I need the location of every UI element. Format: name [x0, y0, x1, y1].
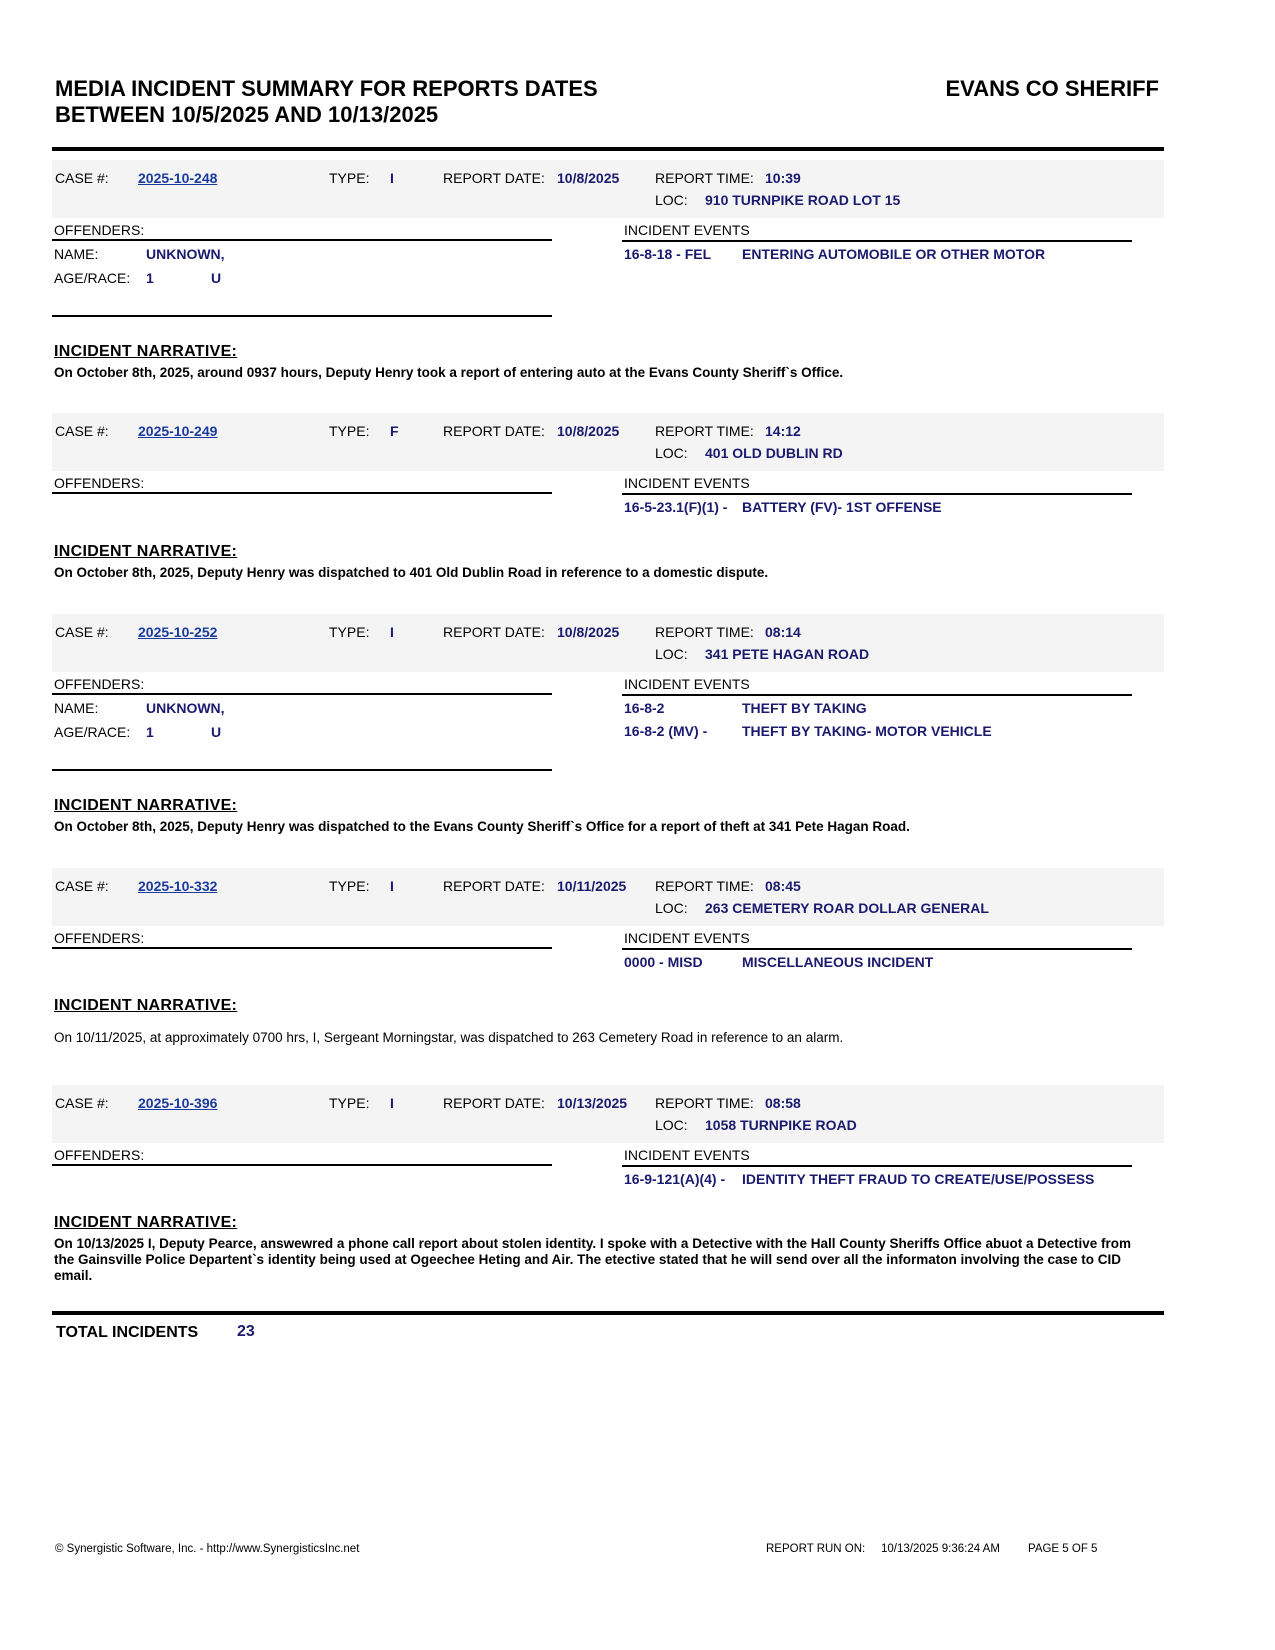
narrative-text: On October 8th, 2025, Deputy Henry was dispatched to the Evans County Sheriff`s Office for a report of theft at 341 Pete Hagan Road.: [54, 819, 910, 834]
event-description: IDENTITY THEFT FRAUD TO CREATE/USE/POSSESS: [742, 1171, 1095, 1187]
case-header-band: [52, 160, 1164, 218]
narrative-heading: INCIDENT NARRATIVE:: [54, 997, 238, 1014]
total-incidents-value: 23: [237, 1323, 255, 1340]
report-date-label: REPORT DATE:: [443, 624, 545, 640]
report-time-value: 08:58: [765, 1095, 801, 1111]
narrative-heading: INCIDENT NARRATIVE:: [54, 343, 238, 360]
case-number-label: CASE #:: [55, 1095, 109, 1111]
report-time-label: REPORT TIME:: [655, 1095, 754, 1111]
offenders-label: OFFENDERS:: [54, 1147, 145, 1163]
case-number-label: CASE #:: [55, 624, 109, 640]
narrative-text: On 10/11/2025, at approximately 0700 hrs, I, Sergeant Morningstar, was dispatched to 263 Cemetery Road in reference to an alarm.: [54, 1030, 844, 1045]
case-number-link[interactable]: 2025-10-252: [138, 624, 218, 640]
incident-events-underline: [622, 948, 1132, 950]
offender-race: U: [211, 724, 222, 740]
offender-race: U: [211, 270, 222, 286]
case-number-link[interactable]: 2025-10-248: [138, 170, 218, 186]
report-date-label: REPORT DATE:: [443, 423, 545, 439]
case-number-label: CASE #:: [55, 170, 109, 186]
event-description: BATTERY (FV)- 1ST OFFENSE: [742, 499, 942, 515]
incident-events-underline: [622, 240, 1132, 242]
loc-label: LOC:: [655, 192, 688, 208]
footer-run-on-label: REPORT RUN ON:: [766, 1543, 866, 1555]
type-value: I: [390, 170, 394, 186]
incident-events-label: INCIDENT EVENTS: [624, 930, 750, 946]
total-incidents-label: TOTAL INCIDENTS: [56, 1324, 199, 1341]
incident-events-label: INCIDENT EVENTS: [624, 475, 750, 491]
type-value: I: [390, 1095, 394, 1111]
report-title-line1: MEDIA INCIDENT SUMMARY FOR REPORTS DATES: [55, 76, 598, 101]
case-block: [52, 160, 1164, 380]
agency-name: EVANS CO SHERIFF: [945, 76, 1159, 101]
report-date-label: REPORT DATE:: [443, 170, 545, 186]
report-time-value: 08:45: [765, 878, 801, 894]
case-number-label: CASE #:: [55, 423, 109, 439]
narrative-heading: INCIDENT NARRATIVE:: [54, 1214, 238, 1231]
age-race-label: AGE/RACE:: [54, 724, 131, 740]
report-time-label: REPORT TIME:: [655, 624, 754, 640]
loc-value: 910 TURNPIKE ROAD LOT 15: [705, 192, 901, 208]
header-divider: [52, 147, 1164, 151]
report-time-value: 08:14: [765, 624, 801, 640]
event-code: 16-8-18 - FEL: [624, 246, 712, 262]
type-label: TYPE:: [329, 423, 370, 439]
type-label: TYPE:: [329, 1095, 370, 1111]
incident-events-label: INCIDENT EVENTS: [624, 676, 750, 692]
case-block: [52, 1085, 1164, 1305]
loc-value: 1058 TURNPIKE ROAD: [705, 1117, 857, 1133]
offenders-underline: [52, 1164, 552, 1166]
case-number-link[interactable]: 2025-10-332: [138, 878, 218, 894]
narrative-heading: INCIDENT NARRATIVE:: [54, 797, 238, 814]
event-code: 16-8-2: [624, 700, 665, 716]
event-description: THEFT BY TAKING- MOTOR VEHICLE: [742, 723, 992, 739]
offenders-underline: [52, 947, 552, 949]
footer-copyright: © Synergistic Software, Inc. - http://www.SynergisticsInc.net: [55, 1543, 360, 1555]
incident-events-underline: [622, 493, 1132, 495]
narrative-text: On 10/13/2025 I, Deputy Pearce, answewred a phone call report about stolen identity. I spoke with a Detective with the Hall County Sheriffs Office abuot a Detective from the Gainsville Police Departent`s identity being used at Ogeechee Heting and Air. The etective stated that he will send over all the informaton involving the case to CID email.: [54, 1236, 1132, 1283]
offenders-underline: [52, 492, 552, 494]
offender-age: 1: [146, 724, 154, 740]
name-label: NAME:: [54, 246, 99, 262]
loc-label: LOC:: [655, 646, 688, 662]
case-header-band: [52, 1085, 1164, 1143]
name-label: NAME:: [54, 700, 99, 716]
report-time-value: 14:12: [765, 423, 801, 439]
type-label: TYPE:: [329, 878, 370, 894]
report-date-value: 10/8/2025: [557, 423, 620, 439]
event-code: 0000 - MISD: [624, 954, 703, 970]
report-time-label: REPORT TIME:: [655, 170, 754, 186]
type-label: TYPE:: [329, 624, 370, 640]
case-number-label: CASE #:: [55, 878, 109, 894]
report-date-value: 10/8/2025: [557, 170, 620, 186]
type-value: F: [390, 423, 399, 439]
event-code: 16-9-121(A)(4) -: [624, 1171, 726, 1187]
loc-value: 401 OLD DUBLIN RD: [705, 445, 843, 461]
case-header-band: [52, 614, 1164, 672]
incident-events-underline: [622, 694, 1132, 696]
event-code: 16-5-23.1(F)(1) -: [624, 499, 728, 515]
offender-name: UNKNOWN,: [146, 246, 225, 262]
report-title: [55, 76, 695, 128]
type-label: TYPE:: [329, 170, 370, 186]
loc-label: LOC:: [655, 900, 688, 916]
case-block: [52, 413, 1164, 580]
report-time-value: 10:39: [765, 170, 801, 186]
incident-events-label: INCIDENT EVENTS: [624, 222, 750, 238]
report-title-line2: BETWEEN 10/5/2025 AND 10/13/2025: [55, 102, 439, 127]
report-date-label: REPORT DATE:: [443, 878, 545, 894]
case-header-band: [52, 868, 1164, 926]
offenders-label: OFFENDERS:: [54, 930, 145, 946]
age-race-label: AGE/RACE:: [54, 270, 131, 286]
type-value: I: [390, 878, 394, 894]
incident-events-underline: [622, 1165, 1132, 1167]
report-time-label: REPORT TIME:: [655, 423, 754, 439]
event-description: MISCELLANEOUS INCIDENT: [742, 954, 934, 970]
loc-value: 341 PETE HAGAN ROAD: [705, 646, 870, 662]
offenders-label: OFFENDERS:: [54, 475, 145, 491]
loc-label: LOC:: [655, 445, 688, 461]
case-block: [52, 868, 1164, 1048]
offenders-label: OFFENDERS:: [54, 676, 145, 692]
offender-age: 1: [146, 270, 154, 286]
report-date-label: REPORT DATE:: [443, 1095, 545, 1111]
offenders-label: OFFENDERS:: [54, 222, 145, 238]
report-time-label: REPORT TIME:: [655, 878, 754, 894]
event-description: ENTERING AUTOMOBILE OR OTHER MOTOR: [742, 246, 1046, 262]
offenders-underline: [52, 239, 552, 241]
case-header-band: [52, 413, 1164, 471]
offenders-bottom-rule: [52, 315, 552, 317]
narrative-text: On October 8th, 2025, around 0937 hours, Deputy Henry took a report of entering auto at the Evans County Sheriff`s Office.: [54, 365, 844, 380]
case-number-link[interactable]: 2025-10-396: [138, 1095, 218, 1111]
case-number-link[interactable]: 2025-10-249: [138, 423, 218, 439]
event-code: 16-8-2 (MV) -: [624, 723, 708, 739]
totals-divider: [52, 1311, 1164, 1315]
loc-label: LOC:: [655, 1117, 688, 1133]
offenders-bottom-rule: [52, 769, 552, 771]
report-date-value: 10/13/2025: [557, 1095, 628, 1111]
narrative-text: On October 8th, 2025, Deputy Henry was dispatched to 401 Old Dublin Road in reference to a domestic dispute.: [54, 565, 769, 580]
case-block: [52, 614, 1164, 834]
offender-name: UNKNOWN,: [146, 700, 225, 716]
event-description: THEFT BY TAKING: [742, 700, 867, 716]
footer-run-on-value: 10/13/2025 9:36:24 AM: [881, 1543, 1000, 1555]
offenders-underline: [52, 693, 552, 695]
type-value: I: [390, 624, 394, 640]
report-date-value: 10/8/2025: [557, 624, 620, 640]
footer-page-number: PAGE 5 OF 5: [1028, 1543, 1098, 1555]
narrative-heading: INCIDENT NARRATIVE:: [54, 543, 238, 560]
loc-value: 263 CEMETERY ROAR DOLLAR GENERAL: [705, 900, 989, 916]
incident-events-label: INCIDENT EVENTS: [624, 1147, 750, 1163]
report-date-value: 10/11/2025: [557, 878, 627, 894]
